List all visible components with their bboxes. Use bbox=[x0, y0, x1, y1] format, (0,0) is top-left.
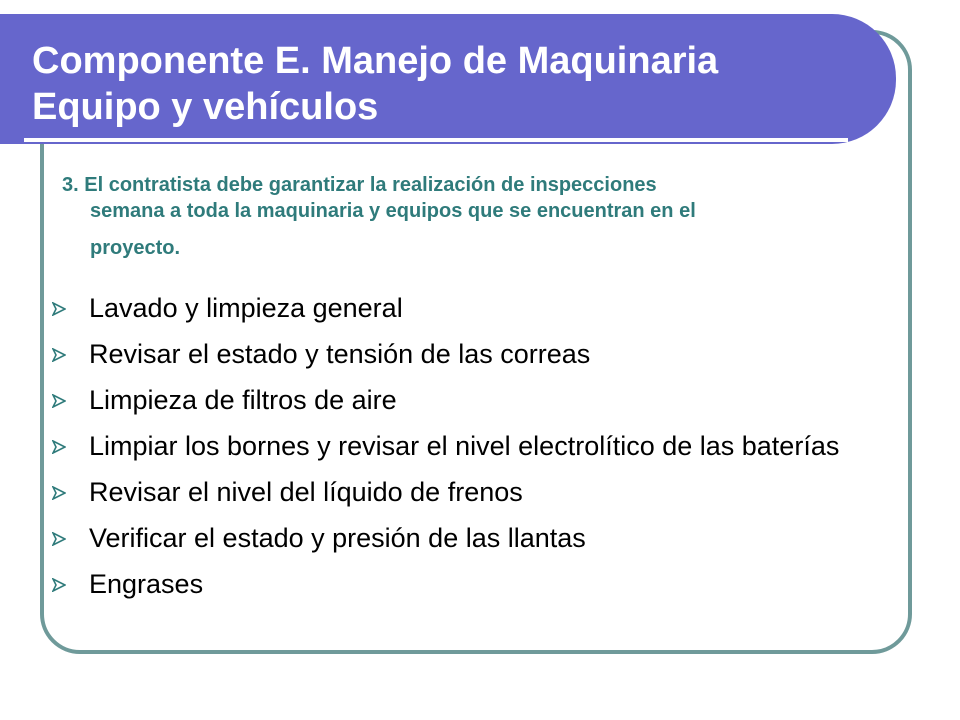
bullet-label: Limpiar los bornes y revisar el nivel electrolítico de las baterías bbox=[89, 431, 840, 461]
title-underline bbox=[24, 138, 848, 142]
title-banner bbox=[0, 14, 896, 144]
bullet-item bbox=[52, 430, 902, 463]
arrowhead-bullet-icon bbox=[52, 440, 66, 454]
slide-title-line-2: Equipo y vehículos bbox=[32, 86, 379, 128]
arrowhead-bullet-icon bbox=[52, 578, 66, 592]
bullet-label: Limpieza de filtros de aire bbox=[89, 385, 397, 415]
bullet-label: Verificar el estado y presión de las llantas bbox=[89, 523, 586, 553]
slide-title-line-1: Componente E. Manejo de Maquinaria bbox=[32, 40, 719, 82]
bullet-item bbox=[52, 522, 902, 555]
bullet-item bbox=[52, 384, 902, 417]
slide-title bbox=[32, 38, 872, 130]
intro-line-3: proyecto. bbox=[90, 237, 181, 259]
bullet-list bbox=[52, 292, 902, 614]
bullet-item bbox=[52, 476, 902, 509]
bullet-label: Lavado y limpieza general bbox=[89, 293, 403, 323]
arrowhead-bullet-icon bbox=[52, 348, 66, 362]
bullet-label: Engrases bbox=[89, 569, 204, 599]
arrowhead-bullet-icon bbox=[52, 394, 66, 408]
arrowhead-bullet-icon bbox=[52, 302, 66, 316]
bullet-label: Revisar el nivel del líquido de frenos bbox=[89, 477, 523, 507]
arrowhead-bullet-icon bbox=[52, 486, 66, 500]
arrowhead-bullet-icon bbox=[52, 532, 66, 546]
intro-paragraph bbox=[62, 172, 902, 272]
intro-line-1: 3. El contratista debe garantizar la realización de inspecciones bbox=[62, 174, 657, 196]
intro-line-2: semana a toda la maquinaria y equipos que se encuentran en el bbox=[90, 200, 696, 222]
bullet-item bbox=[52, 568, 902, 601]
bullet-item bbox=[52, 338, 902, 371]
bullet-label: Revisar el estado y tensión de las correas bbox=[89, 339, 591, 369]
bullet-item bbox=[52, 292, 902, 325]
